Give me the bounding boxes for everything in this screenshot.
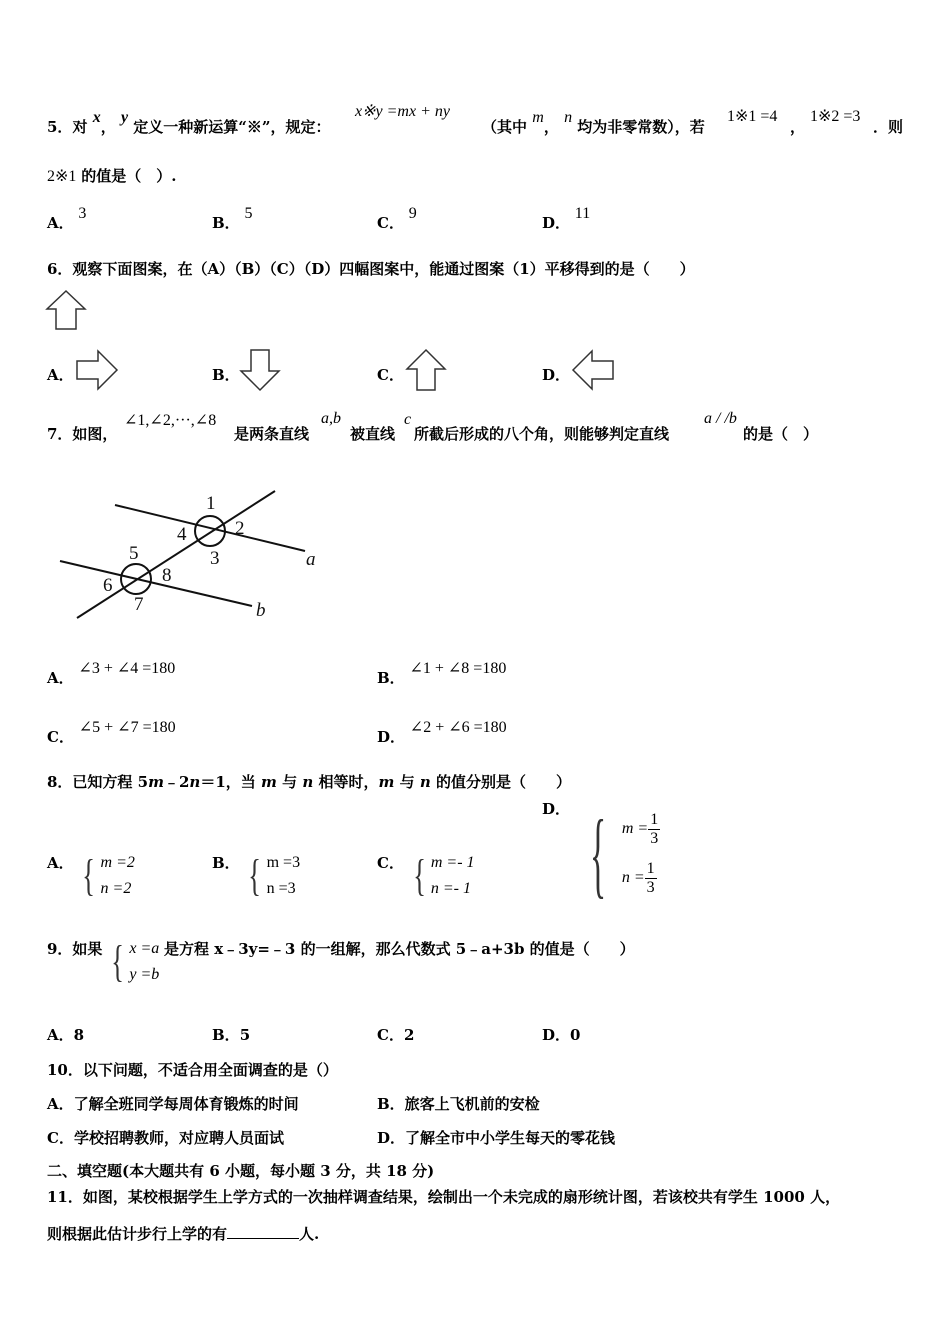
line-c	[77, 491, 275, 618]
q7-angles: ∠1,∠2,···,∠8	[124, 412, 217, 429]
q8-option-c[interactable]: C． { m =- 1 n =- 1	[377, 851, 475, 900]
q5-line1: 5．对 x， y 定义一种新运算“※”，规定：	[47, 109, 331, 136]
q7-ab: a,b	[321, 410, 341, 427]
q5-option-a[interactable]: A． 3	[47, 205, 87, 232]
section-title: 二、填空题(本大题共有 6 小题，每小题 3 分，共 18 分)	[47, 1162, 435, 1180]
q7-number: 7．如图，	[47, 425, 118, 443]
q10-option-a[interactable]: A．了解全班同学每周体育锻炼的时间	[47, 1095, 299, 1113]
q6-question: 6．观察下面图案，在（A）（B）（C）（D）四幅图案中，能通过图案（1）平移得到的是（ ）	[47, 260, 695, 278]
q7-c: c	[404, 411, 412, 428]
q5-rule: x※y =mx + ny	[355, 103, 450, 120]
q5-option-b[interactable]: B． 5	[212, 205, 253, 232]
q7-figure	[55, 485, 335, 625]
angle-label-1: 1	[206, 493, 216, 514]
q9-option-a[interactable]: A．8	[47, 1026, 85, 1044]
q6-option-a-label: A．	[47, 366, 74, 384]
equation-system: { x =a y =b	[111, 937, 160, 986]
q7-option-b[interactable]: B． ∠1 + ∠8 =180	[377, 660, 507, 687]
q9-option-b[interactable]: B．5	[212, 1026, 251, 1044]
q10-question: 10．以下问题，不适合用全面调查的是（）	[47, 1061, 338, 1079]
line-b-label: b	[256, 600, 266, 621]
up-arrow-icon[interactable]	[404, 347, 448, 393]
q7-text3: 被直线	[350, 425, 396, 443]
angle-label-7: 7	[134, 594, 144, 615]
q5-condition-2: 1※2 =3	[810, 108, 861, 125]
q5-line1-part2: （其中 m， n 均为非零常数），若	[482, 109, 705, 136]
q9-question: 9．如果 { x =a y =b 是方程 x﹣3y=﹣3 的一组解，那么代数式 5﹣a+3b 的值是（ ）	[47, 937, 635, 986]
q8-option-b[interactable]: B． { m =3 n =3	[212, 851, 301, 900]
q7-parallel: a / /b	[704, 410, 737, 427]
q8-question: 8．已知方程 5m﹣2n＝1，当 m 与 n 相等时，m 与 n 的值分别是（ ）	[47, 773, 572, 791]
q6-option-b-label: B．	[212, 366, 240, 384]
equation-system: { m =- 1 n =- 1	[412, 851, 475, 900]
q7-text2: 是两条直线	[234, 425, 310, 443]
q7-text4: 所截后形成的八个角，则能够判定直线	[414, 425, 670, 443]
q6-option-c-label: C．	[377, 366, 404, 384]
q5-condition-1: 1※1 =4	[727, 108, 778, 125]
q10-option-b[interactable]: B．旅客上飞机前的安检	[377, 1095, 540, 1113]
q5-then: ．则	[873, 118, 904, 136]
angle-label-5: 5	[129, 543, 139, 564]
angle-label-8: 8	[162, 565, 172, 586]
line-a-label: a	[306, 549, 316, 570]
q5-comma: ，	[790, 118, 806, 136]
q9-option-c[interactable]: C．2	[377, 1026, 415, 1044]
right-arrow-icon[interactable]	[74, 348, 120, 392]
q9-option-d[interactable]: D．0	[542, 1026, 581, 1044]
up-arrow-icon	[44, 288, 88, 332]
q7-text5: 的是（ ）	[743, 425, 819, 443]
q7-option-d[interactable]: D． ∠2 + ∠6 =180	[377, 719, 507, 746]
angle-label-6: 6	[103, 575, 113, 596]
equation-system: { m =2 n =2	[82, 851, 135, 900]
down-arrow-icon[interactable]	[238, 347, 282, 393]
q8-option-d[interactable]: D． { m = $\frac{1}{3}$ n = $\frac{1}{3}$	[542, 800, 659, 907]
left-arrow-icon[interactable]	[570, 348, 616, 392]
angle-label-2: 2	[235, 518, 245, 539]
q7-option-c[interactable]: C． ∠5 + ∠7 =180	[47, 719, 176, 746]
q10-option-c[interactable]: C．学校招聘教师，对应聘人员面试	[47, 1129, 284, 1147]
q10-option-d[interactable]: D．了解全市中小学生每天的零花钱	[377, 1129, 616, 1147]
angle-label-3: 3	[210, 548, 220, 569]
q8-option-a[interactable]: A． { m =2 n =2	[47, 851, 135, 900]
q5-option-d[interactable]: D． 11	[542, 205, 591, 232]
equation-system: { m = $\frac{1}{3}$ n = $\frac{1}{3}$	[589, 800, 659, 907]
q5-line2: 2※1 的值是（ ）.	[47, 167, 177, 185]
q5-option-c[interactable]: C． 9	[377, 205, 417, 232]
answer-blank[interactable]	[227, 1226, 299, 1239]
angle-label-4: 4	[177, 524, 187, 545]
equation-system: { m =3 n =3	[248, 851, 301, 900]
q11-line2: 则根据此估计步行上学的有 人.	[47, 1225, 320, 1243]
q6-option-d-label: D．	[542, 366, 571, 384]
q11-line1: 11．如图，某校根据学生上学方式的一次抽样调查结果，绘制出一个未完成的扇形统计图，若该校共有学生 1000 人，	[47, 1188, 841, 1206]
q7-option-a[interactable]: A． ∠3 + ∠4 =180	[47, 660, 176, 687]
